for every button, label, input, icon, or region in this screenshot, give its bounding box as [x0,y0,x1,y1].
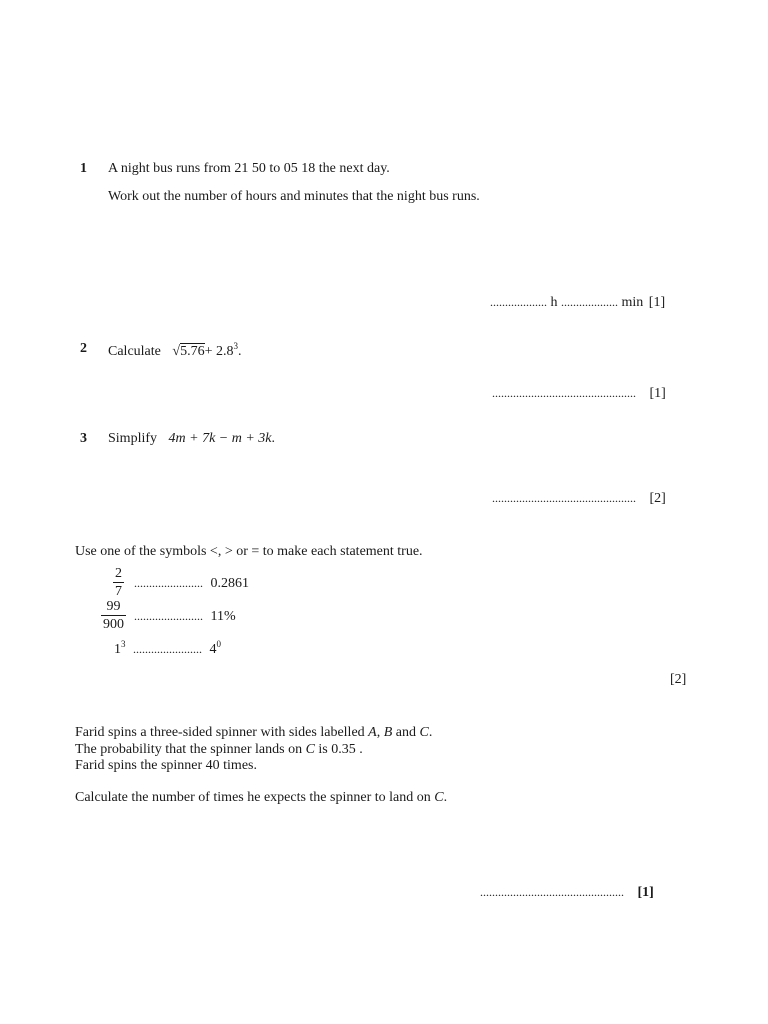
q5-line1-text: Farid spins a three-sided spinner with sides labelled [75,725,369,740]
q2-answer-dots[interactable]: ................................................ [492,386,636,400]
q5-sep1: , [376,725,384,740]
q4-row3-base: 1 [114,642,121,657]
q3-answer-line [492,492,666,506]
q4-row1-statement [134,577,249,591]
q4-row3-exp: 3 [121,639,126,649]
q5-line2-post: is 0.35 . [314,742,363,757]
q2-expression [172,341,242,359]
q4-row3-value-exp: 0 [216,639,221,649]
q4-intro: Use one of the symbols <, > or = to make each statement true. [75,544,423,559]
q5-answer-dots[interactable]: ................................................ [480,885,624,899]
q2-marks: [1] [649,386,666,401]
q5-label-b: B [383,725,393,740]
q5-line2-c: C [305,742,315,757]
question-number-3: 3 [80,431,87,446]
q5-line4-pre: Calculate the number of times he expects the spinner to land on [75,790,435,805]
q5-label-a: A [368,725,377,740]
q4-row2-statement [134,610,236,624]
q4-row1-numerator: 2 [115,566,122,581]
q3-expression: 4m + 7k − m + 3k [168,431,272,446]
q1-answer-dots-min[interactable]: ................... [561,295,618,309]
q3-prompt [108,432,275,446]
q5-line1 [75,726,432,740]
q5-line3: Farid spins the spinner 40 times. [75,758,257,773]
q1-text-line2: Work out the number of hours and minutes that the night bus runs. [108,189,480,204]
q4-row2-answer-dots[interactable]: ....................... [134,609,203,623]
q2-rest: + 2.8 [204,344,234,359]
q5-line4 [75,791,447,805]
q2-radicand: 5.76 [180,344,205,359]
q4-row3-answer-dots[interactable]: ....................... [133,642,202,656]
q4-row2-fraction [101,600,126,632]
q5-line2-pre: The probability that the spinner lands on [75,742,306,757]
q1-unit-min: min [621,295,644,310]
q5-answer-line [480,886,654,900]
q4-marks: [2] [670,672,687,687]
q4-row2-value: 11% [210,609,236,624]
q5-line1-end: . [428,725,433,740]
q5-marks: [1] [637,885,654,900]
q4-row3-statement [114,640,221,657]
q5-line4-c: C [434,790,444,805]
q1-answer-line [490,296,665,310]
sqrt-symbol-icon: √ [172,344,181,359]
q1-marks: [1] [648,295,666,310]
q5-label-c: C [419,725,429,740]
q5-line2 [75,743,363,757]
q3-period: . [271,431,276,446]
q4-row1-value: 0.2861 [210,576,249,591]
q4-row2-denominator: 900 [103,617,124,632]
q4-row3-value-base: 4 [209,642,217,657]
q3-marks: [2] [649,491,666,506]
q1-answer-dots-hours[interactable]: ................... [490,295,547,309]
q1-unit-h: h [550,295,558,310]
q3-word: Simplify [108,431,158,446]
q4-row2-numerator: 99 [106,599,121,614]
question-number-2: 2 [80,341,87,356]
q4-row1-answer-dots[interactable]: ....................... [134,576,203,590]
q1-text-line1: A night bus runs from 21 50 to 05 18 the next day. [108,161,390,176]
q5-sep2: and [392,725,420,740]
q4-row1-denominator: 7 [115,584,122,599]
q2-power: 3 [233,341,238,351]
q4-row1-fraction [113,567,124,599]
q5-line4-end: . [443,790,448,805]
q2-word: Calculate [108,344,161,359]
q2-answer-line [492,387,666,401]
question-number-1: 1 [80,161,87,176]
q2-period: . [237,344,242,359]
q2-prompt [108,342,241,359]
q3-answer-dots[interactable]: ................................................ [492,491,636,505]
